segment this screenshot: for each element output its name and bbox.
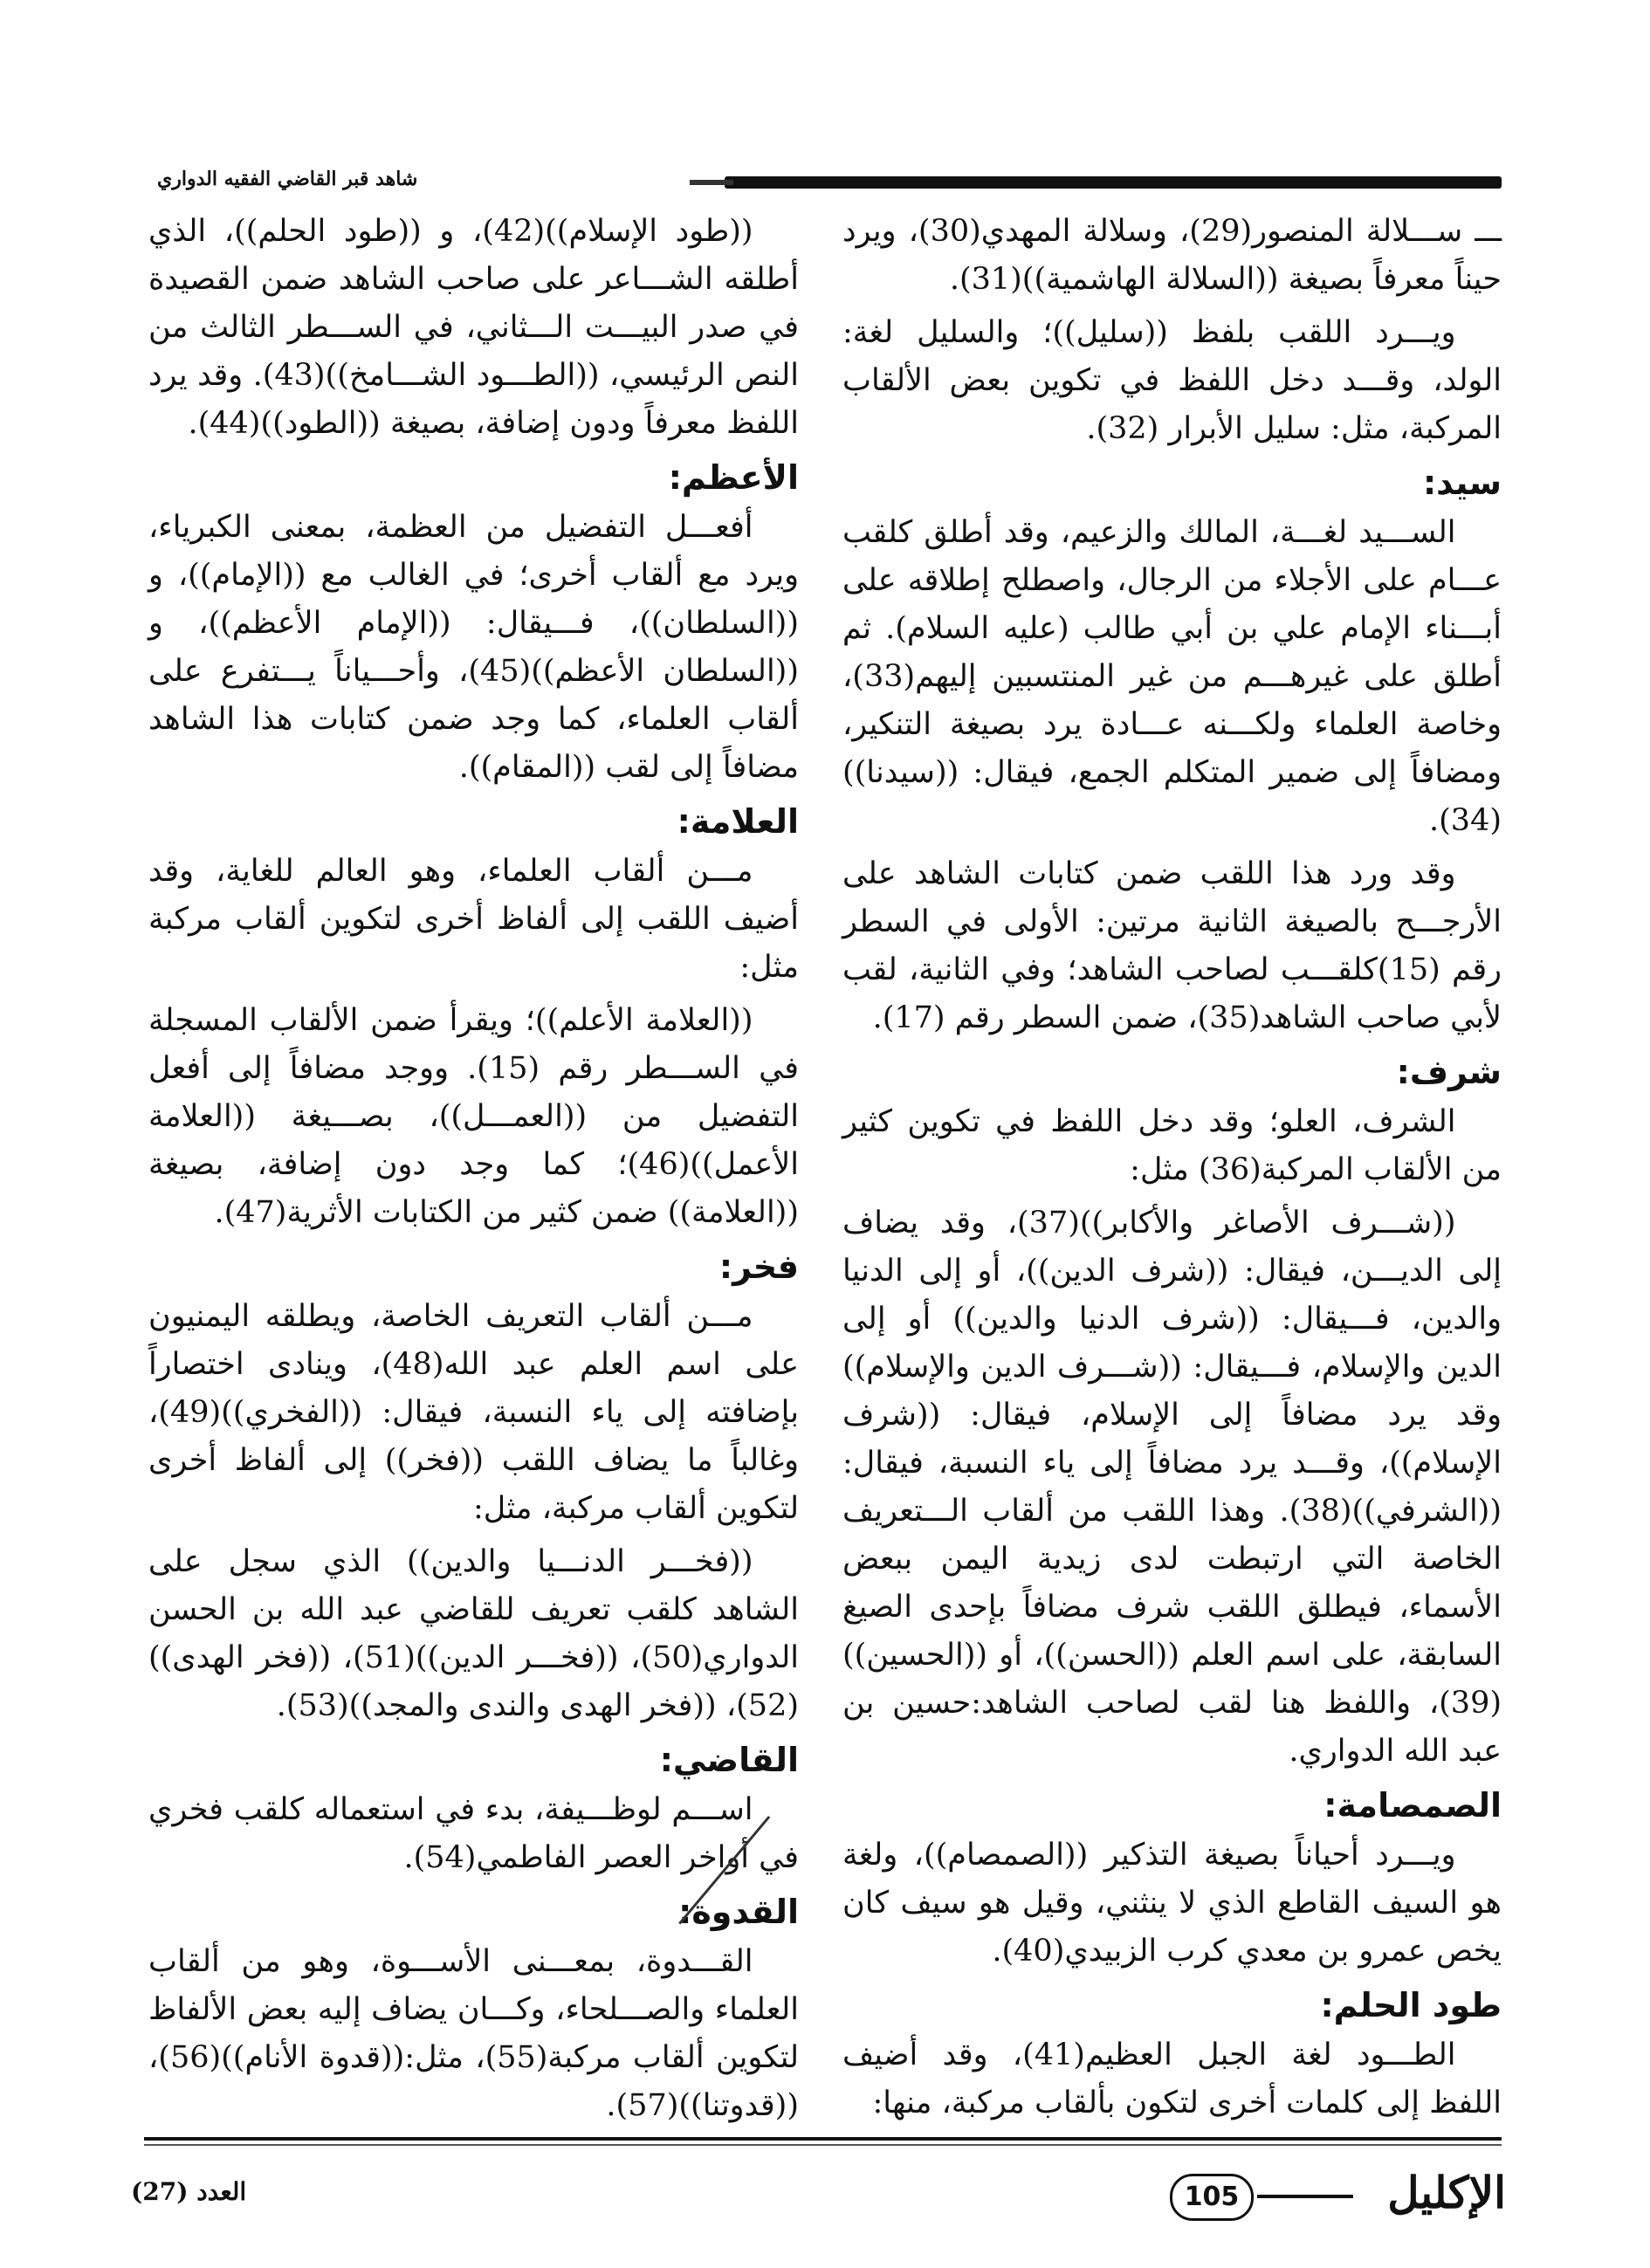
footer-rule bbox=[144, 2137, 1502, 2141]
paragraph: اســـم لوظـــيفة، بدء في استعماله كلقب فخري في أواخر العصر الفاطمي(54). bbox=[148, 1792, 799, 1875]
paragraph: وقد ورد هذا اللقب ضمن كتابات الشاهد على الأرجـــح بالصيغة الثانية مرتين: الأولى في السطر رقم (15)كلقـــب لصاحب الشاهد؛ وفي الثانية، لقب لأبي صاحب الشاهد(35)، ضمن السطر رقم (17). bbox=[842, 856, 1502, 1035]
issue-number: العدد (27) bbox=[131, 2177, 247, 2206]
section-heading-aazam: الأعظم: bbox=[668, 458, 799, 497]
paragraph: ((فخـــر الدنـــيا والدين)) الذي سجل على الشاهد كلقب تعريف للقاضي عبد الله بن الحسن الدواري(50)، ((فخـــر الدين))(51)، ((فخر الهدى))(52)، ((فخر الهدى والندى والمجد))(53). bbox=[148, 1544, 799, 1723]
paragraph: ((شـــرف الأصاغر والأكابر))(37)، وقد يضاف إلى الديـــن، فيقال: ((شرف الدين))، أو إلى الدنيا والدين، فـــيقال: ((شرف الدنيا والدين)) أو إلى الدين والإسلام، فـــيقال: ((شـــرف الدين والإسلام)) وقد يرد مضافاً إلى الإسلام، فيقال: ((شرف الإسلام))، وقـــد يرد مضافاً إلى ياء النسبة، فيقال: ((الشرفي))(38). وهذا اللقب من ألقاب الـــتعريف الخاصة التي ارتبطت لدى زيدية اليمن ببعض الأسماء، فيطلق اللقب شرف مضافاً بإحدى الصيغ السابقة، على اسم العلم ((الحسن))، أو ((الحسين))(39)، واللفظ هنا لقب لصاحب الشاهد:حسين بن عبد الله الدواري. bbox=[842, 1206, 1502, 1769]
section-heading-sharaf: شرف: bbox=[1396, 1053, 1502, 1091]
running-title: شاهد قبر القاضي الفقيه الدواري bbox=[157, 168, 418, 190]
paragraph: ويـــرد اللقب بلفظ ((سليل))؛ والسليل لغة: الولد، وقـــد دخل اللفظ في تكوين بعض الألقاب المركبة، مثل: سليل الأبرار (32). bbox=[842, 315, 1502, 446]
paragraph: ((طود الإسلام))(42)، و ((طود الحلم))، الذي أطلقه الشـــاعر على صاحب الشاهد ضمن القصيدة في صدر البيـــت الـــثاني، في الســـطر الثالث من النص الرئيسي، ((الطـــود الشـــامخ))(43). وقد يرد اللفظ معرفاً ودون إضافة، بصيغة ((الطود))(44). bbox=[148, 214, 799, 441]
left-column bbox=[148, 208, 799, 2123]
paragraph: الشرف، العلو؛ وقد دخل اللفظ في تكوين كثير من الألقاب المركبة(36) مثل: bbox=[842, 1104, 1502, 1187]
header-rule-tail bbox=[690, 180, 733, 185]
paragraph: مـــن ألقاب العلماء، وهو العالم للغاية، وقد أضيف اللقب إلى ألفاظ أخرى لتكوين ألقاب مركبة مثل: bbox=[148, 854, 799, 985]
section-heading-fakhr: فخر: bbox=[718, 1247, 799, 1286]
page-number: 105 bbox=[1170, 2174, 1254, 2221]
paragraph: مـــن ألقاب التعريف الخاصة، ويطلقه اليمنيون على اسم العلم عبد الله(48)، وينادى اختصاراً بإضافته إلى ياء النسبة، فيقال: ((الفخري))(49)، وغالباً ما يضاف اللقب ((فخر)) إلى ألفاظ أخرى لتكوين ألقاب مركبة، مثل: bbox=[148, 1299, 799, 1526]
paragraph: أفعـــل التفضيل من العظمة، بمعنى الكبرياء، ويرد مع ألقاب أخرى؛ في الغالب مع ((الإمام))، و ((السلطان))، فـــيقال: ((الإمام الأعظم))، و ((السلطان الأعظم))(45)، وأحـــياناً يـــتفرع على ألقاب العلماء، كما وجد ضمن كتابات هذا الشاهد مضافاً إلى لقب ((المقام)). bbox=[148, 510, 799, 785]
section-heading-tawd: طود الحلم: bbox=[1320, 1986, 1502, 2024]
paragraph: ((العلامة الأعلم))؛ ويقرأ ضمن الألقاب المسجلة في الســـطر رقم (15). ووجد مضافاً إلى أفعل التفضيل من ((العمـــل))، بصـــيغة ((العلامة الأعمل))(46)؛ كما وجد دون إضافة، بصيغة ((العلامة)) ضمن كثير من الكتابات الأثرية(47). bbox=[148, 1003, 799, 1230]
section-heading-allama: العلامة: bbox=[677, 802, 799, 841]
paragraph: ويـــرد أحياناً بصيغة التذكير ((الصمصام))، ولغة هو السيف القاطع الذي لا ينثني، وقيل هو سيف كان يخص عمرو بن معدي كرب الزبيدي(40). bbox=[842, 1838, 1502, 1969]
paragraph: القـــدوة، بمعـــنى الأســـوة، وهو من ألقاب العلماء والصـــلحاء، وكـــان يضاف إليه بعض الألفاظ لتكوين ألقاب مركبة(55)، مثل:((قدوة الأنام))(56)، ((قدوتنا))(57). bbox=[148, 1944, 799, 2123]
right-column bbox=[842, 208, 1502, 2120]
header-rule bbox=[725, 176, 1502, 189]
paragraph: ـــ ســـلالة المنصور(29)، وسلالة المهدي(30)، ويرد حيناً معرفاً بصيغة ((السلالة الهاشمية))(31). bbox=[842, 214, 1502, 297]
footer-rule-secondary bbox=[144, 2144, 1502, 2146]
journal-name: الإكليل bbox=[1387, 2167, 1506, 2218]
section-heading-qadi: القاضي: bbox=[659, 1741, 799, 1779]
footer-dash bbox=[1257, 2195, 1353, 2198]
paragraph: الســـيد لغـــة، المالك والزعيم، وقد أطلق كلقب عـــام على الأجلاء من الرجال، واصطلح إطلاقه على أبـــناء الإمام علي بن أبي طالب (عليه السلام). ثم أطلق على غيرهـــم من غير المنتسبين إليهم(33)، وخاصة العلماء ولكـــنه عـــادة يرد بصيغة التنكير، ومضافاً إلى ضمير المتكلم الجمع، فيقال: ((سيدنا))(34). bbox=[842, 515, 1502, 838]
section-heading-qudwa: القدوة: bbox=[678, 1893, 799, 1931]
paragraph: الطـــود لغة الجبل العظيم(41)، وقد أضيف اللفظ إلى كلمات أخرى لتكون بألقاب مركبة، منها: bbox=[842, 2038, 1502, 2120]
section-heading-sayyid: سيد: bbox=[1422, 464, 1502, 502]
section-heading-samsama: الصمصامة: bbox=[1323, 1786, 1502, 1825]
